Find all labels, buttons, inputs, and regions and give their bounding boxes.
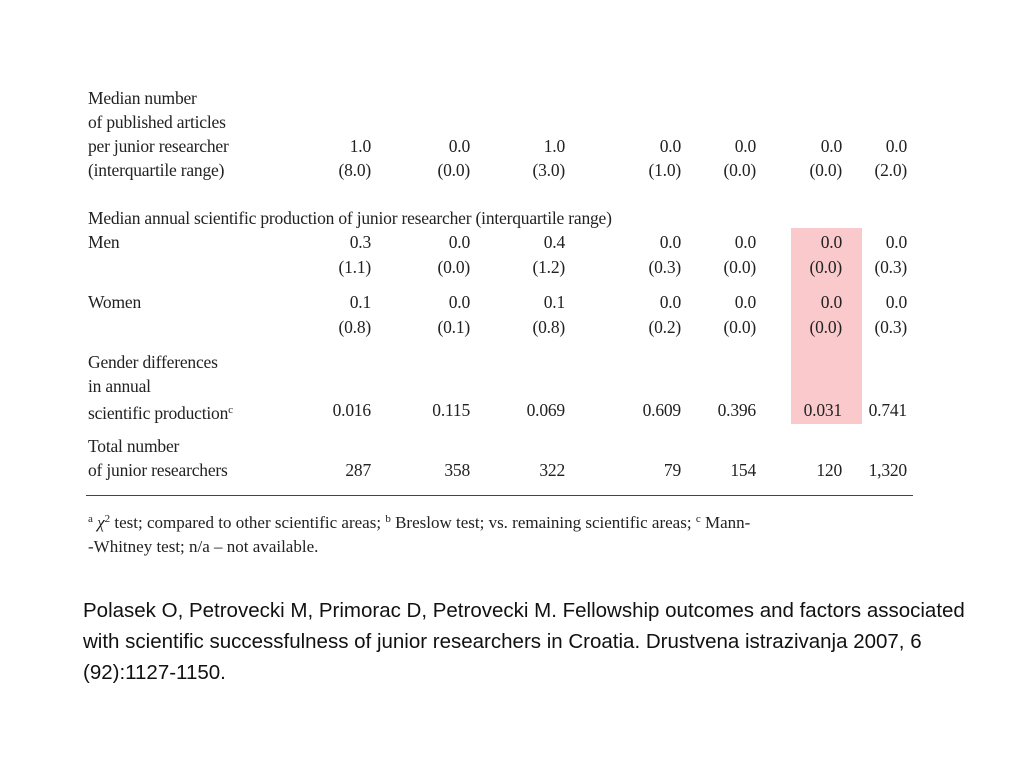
footnote-mark-b: b — [385, 513, 391, 525]
articles-iqr-cell: (1.0) — [648, 160, 681, 180]
women-iqr-cell: (0.8) — [338, 317, 371, 337]
women-iqr-cell: (0.1) — [437, 317, 470, 337]
table-footnote — [88, 507, 750, 559]
articles-iqr-cell: (0.0) — [809, 160, 842, 180]
men-iqr-cell: (1.1) — [338, 257, 371, 277]
men-median-cell: 0.0 — [885, 232, 907, 252]
women-iqr-cell: (0.0) — [723, 317, 756, 337]
articles-median-cell: 0.0 — [885, 136, 907, 156]
footnote-c-text: Mann- — [700, 513, 751, 532]
chi-symbol: χ — [97, 513, 105, 532]
total-count-cell: 79 — [663, 460, 681, 480]
articles-iqr-cell: (0.0) — [437, 160, 470, 180]
total-count-cell: 154 — [730, 460, 756, 480]
gender-p-value-cell: 0.396 — [717, 400, 756, 420]
row-label-gender: scientific production$^c$ — [88, 403, 233, 423]
footnote-rule — [86, 495, 913, 496]
articles-median-cell: 0.0 — [734, 136, 756, 156]
row-label-gender: Gender differences — [88, 352, 218, 372]
women-iqr-cell: (0.8) — [532, 317, 565, 337]
men-median-cell: 0.3 — [349, 232, 371, 252]
citation: Polasek O, Petrovecki M, Primorac D, Petrovecki M. Fellowship outcomes and factors associated with scientific successfulness of junior researchers in Croatia. Drustvena istrazivanja 2007, 6 (92):1127-1150. — [83, 599, 965, 684]
chi-superscript: 2 — [104, 513, 111, 525]
footnote-b-text: Breslow test; vs. remaining scientific areas; — [390, 513, 696, 532]
footnote-a-text: test; compared to other scientific areas; — [110, 513, 386, 532]
women-iqr-cell: (0.2) — [648, 317, 681, 337]
women-median-cell: 0.0 — [659, 292, 681, 312]
men-iqr-cell: (0.3) — [874, 257, 907, 277]
row-label-articles: Median number — [88, 88, 197, 108]
men-iqr-cell: (1.2) — [532, 257, 565, 277]
men-iqr-cell: (0.0) — [723, 257, 756, 277]
men-iqr-cell: (0.0) — [437, 257, 470, 277]
row-label-articles: per junior researcher — [88, 136, 229, 156]
row-label-articles: (interquartile range) — [88, 160, 225, 180]
articles-median-cell: 1.0 — [543, 136, 565, 156]
men-iqr-cell: (0.3) — [648, 257, 681, 277]
gender-p-value-cell: 0.069 — [526, 400, 565, 420]
articles-median-cell: 0.0 — [659, 136, 681, 156]
total-count-cell: 287 — [345, 460, 371, 480]
articles-iqr-cell: (2.0) — [874, 160, 907, 180]
articles-iqr-cell: (3.0) — [532, 160, 565, 180]
articles-iqr-cell: (0.0) — [723, 160, 756, 180]
women-median-cell: 0.0 — [885, 292, 907, 312]
footnote-line-2: -Whitney test; n/a – not available. — [88, 537, 319, 556]
gender-p-value-cell: 0.115 — [432, 400, 470, 420]
footnote-line-1 — [88, 507, 750, 535]
articles-iqr-cell: (8.0) — [338, 160, 371, 180]
annual-production-header: Median annual scientific production of junior researcher (interquartile range) — [88, 208, 612, 228]
articles-median-cell: 1.0 — [349, 136, 371, 156]
gender-footnote-mark: c — [228, 404, 233, 416]
men-median-cell: 0.0 — [659, 232, 681, 252]
gender-p-value-cell: 0.609 — [642, 400, 681, 420]
articles-median-cell: 0.0 — [820, 136, 842, 156]
row-label-articles: of published articles — [88, 112, 226, 132]
women-iqr-cell: (0.3) — [874, 317, 907, 337]
men-median-cell: 0.0 — [448, 232, 470, 252]
footnote-mark-c: c — [695, 513, 701, 525]
women-median-cell: 0.0 — [820, 292, 842, 312]
gender-p-value-cell: 0.031 — [803, 400, 842, 420]
total-count-cell: 1,320 — [868, 460, 907, 480]
footnote-mark-a: a — [88, 513, 93, 525]
total-count-cell: 120 — [816, 460, 842, 480]
women-median-cell: 0.0 — [734, 292, 756, 312]
men-median-cell: 0.0 — [820, 232, 842, 252]
gender-p-value-cell: 0.741 — [868, 400, 907, 420]
row-label-men: Men — [88, 232, 120, 252]
women-median-cell: 0.0 — [448, 292, 470, 312]
men-median-cell: 0.4 — [543, 232, 565, 252]
women-median-cell: 0.1 — [349, 292, 371, 312]
row-label-total: Total number — [88, 436, 180, 456]
row-label-women: Women — [88, 292, 141, 312]
gender-p-value-cell: 0.016 — [332, 400, 371, 420]
articles-median-cell: 0.0 — [448, 136, 470, 156]
men-median-cell: 0.0 — [734, 232, 756, 252]
row-label-total: of junior researchers — [88, 460, 228, 480]
men-iqr-cell: (0.0) — [809, 257, 842, 277]
women-median-cell: 0.1 — [543, 292, 565, 312]
row-label-gender: in annual — [88, 376, 151, 396]
women-iqr-cell: (0.0) — [809, 317, 842, 337]
total-count-cell: 322 — [539, 460, 565, 480]
total-count-cell: 358 — [444, 460, 470, 480]
